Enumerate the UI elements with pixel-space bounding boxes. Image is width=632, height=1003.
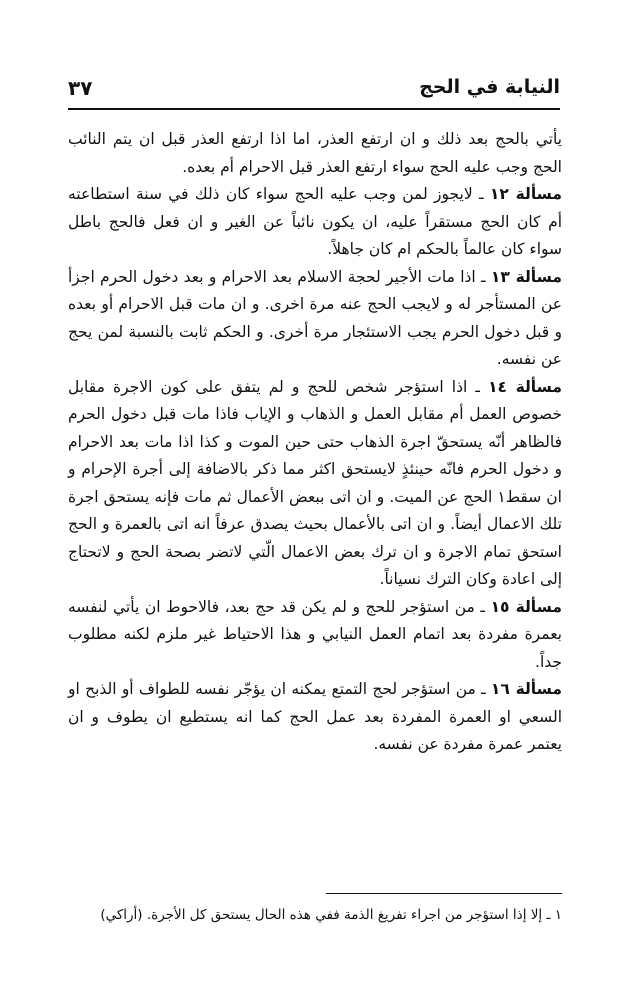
paragraph [68, 374, 562, 594]
paragraph-text: ـ من استؤجر لحج التمتع يمكنه ان يؤجّر نفسه للطواف أو الذبح او السعي او العمرة المفردة بعد عمل الحج كما انه يستطيع ان يطوف و ان يعتمر عمرة مفردة عن نفسه. [68, 680, 562, 753]
header-rule [68, 108, 560, 110]
paragraph-text: ـ من استؤجر للحج و لم يكن قد حج بعد، فالاحوط ان يأتي لنفسه بعمرة مفردة بعد اتمام العمل النيابي و هذا الاحتياط غير ملزم لكنه مطلوب جداً. [68, 597, 562, 671]
paragraph [68, 181, 562, 264]
footnote-rule [326, 893, 562, 894]
running-title: النيابة في الحج [419, 76, 560, 98]
page-header [68, 74, 560, 108]
paragraph [68, 126, 562, 181]
paragraph [68, 264, 562, 374]
issue-label: مسألة ١٥ [490, 597, 562, 616]
paragraph-text: ـ اذا مات الأجير لحجة الاسلام بعد الاحرام و بعد دخول الحرم اجزأ عن المستأجر له و لايجب الحج عنه مرة اخرى. و ان مات قبل الاحرام أو بعده و قبل دخول الحرم يجب الاستئجار مرة أخرى. و الحكم ثابت بالنسبة لمن يحج عن نفسه. [68, 267, 562, 368]
issue-label: مسألة ١٤ [488, 377, 562, 396]
paragraph-text: يأتي بالحج بعد ذلك و ان ارتفع العذر، اما اذا ارتفع العذر قبل ان يتم النائب الحج وجب عليه الحج سواء ارتفع العذر قبل الاحرام أم بعده. [68, 130, 562, 176]
footnote: ١ ـ إلا إذا استؤجر من اجراء تفريغ الذمة ففي هذه الحال يستحق كل الأجرة. (أراكي) [100, 907, 562, 923]
paragraph [68, 676, 562, 759]
paragraph-text: ـ اذا استؤجر شخص للحج و لم يتفق على كون الاجرة مقابل خصوص العمل أم مقابل العمل و الذهاب و الإياب فاذا مات قبل دخول الحرم فالظاهر أنّه يستحقّ اجرة الذهاب حتى حين الموت و كذا اذا مات بعد الاحرام و دخول الحرم فانّه حينئذٍ لايستحق اكثر مما ذكر بالاضافة إلى أجرة الإحرام و ان سقط١ الحج عن الميت. و ان اتى ببعض الأعمال ثم مات فإنه يستحق اجرة تلك الاعمال أيضاً. و ان اتى بالأعمال بحيث يصدق عرفاً انه اتى بالعمرة و الحج استحق تمام الاجرة و ان ترك بعض الاعمال الّتي لاتضر بصحة الحج و لاتحتاج إلى اعادة وكان الترك نسياناً. [68, 377, 562, 588]
paragraph-text: ـ لايجوز لمن وجب عليه الحج سواء كان ذلك في سنة استطاعته أم كان الحج مستقراً عليه، ان يكون نائباً عن الغير و ان فعل فالحج باطل سواء كان عالماً بالحكم ام كان جاهلاً. [68, 185, 562, 258]
issue-label: مسألة ١٦ [490, 680, 562, 698]
issue-label: مسألة ١٢ [489, 185, 563, 203]
body-text [68, 126, 562, 759]
issue-label: مسألة ١٣ [490, 267, 562, 286]
page-number: ٣٧ [68, 76, 93, 100]
paragraph [68, 594, 562, 677]
